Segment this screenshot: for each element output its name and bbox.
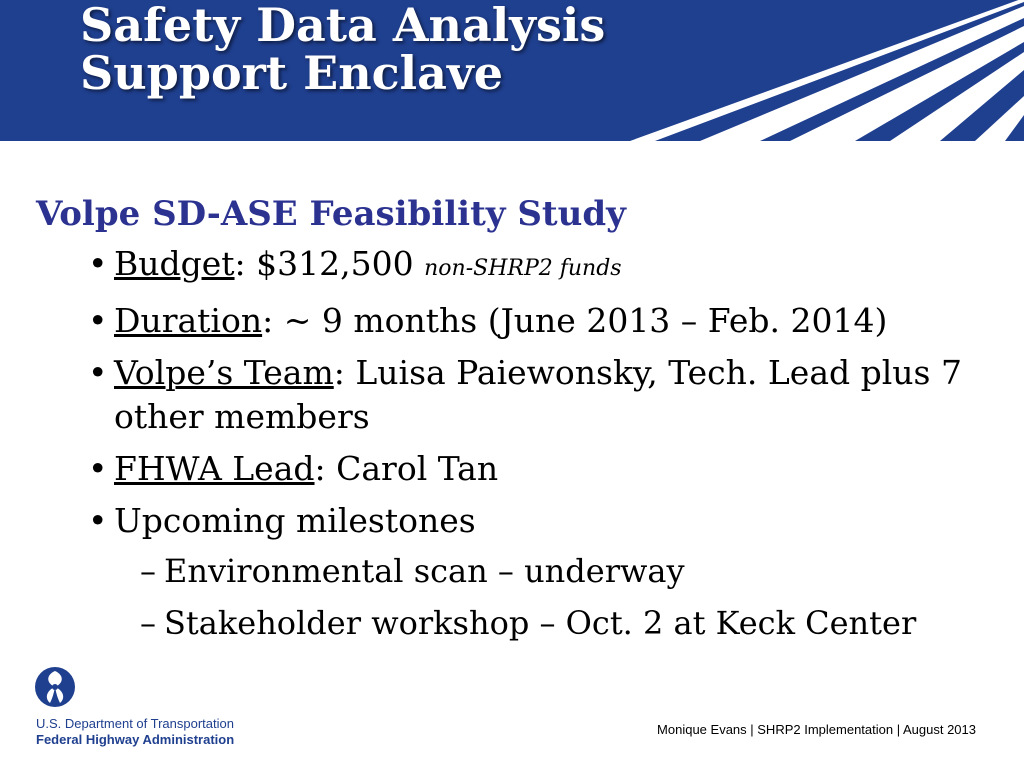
bullet-text: : ~ 9 months (June 2013 – Feb. 2014)	[262, 301, 888, 340]
bullet-fhwa-lead	[88, 447, 1016, 491]
title-line-1: Safety Data Analysis	[80, 0, 606, 52]
dot-seal-icon	[34, 666, 76, 708]
bullet-list	[36, 242, 1016, 645]
footer-text: Monique Evans | SHRP2 Implementation | August 2013	[657, 722, 976, 737]
section-heading: Volpe SD-ASE Feasibility Study	[36, 194, 626, 234]
usdot-fhwa-logo	[34, 666, 274, 750]
administration-name: Federal Highway Administration	[36, 732, 235, 747]
sub-bullet-stakeholder-workshop: – Stakeholder workshop – Oct. 2 at Keck Center	[140, 601, 1016, 645]
header-banner	[0, 0, 1024, 141]
bullet-note: non-SHRP2 funds	[424, 256, 622, 281]
bullet-text: : Luisa Paiewonsky, Tech. Lead plus 7 other members	[114, 353, 962, 436]
bullet-text: : $312,500	[234, 244, 425, 283]
slide-title	[80, 2, 605, 98]
title-line-2: Support Enclave	[80, 46, 503, 100]
bullet-text: : Carol Tan	[314, 449, 499, 488]
bullet-label: Duration	[114, 301, 263, 340]
sub-bullet-list	[114, 549, 1016, 645]
bullet-duration	[88, 299, 1016, 343]
bullet-milestones	[88, 499, 1016, 645]
bullet-budget	[88, 242, 1016, 291]
slide-content	[36, 192, 1016, 653]
department-name: U.S. Department of Transportation	[36, 716, 234, 731]
bullet-team	[88, 351, 1016, 439]
bullet-label: FHWA Lead	[114, 449, 315, 488]
bullet-label: Volpe’s Team	[114, 353, 334, 392]
bullet-label: Budget	[114, 244, 235, 283]
bullet-text: Upcoming milestones	[114, 501, 476, 540]
sub-bullet-environmental-scan: – Environmental scan – underway	[140, 549, 1016, 593]
